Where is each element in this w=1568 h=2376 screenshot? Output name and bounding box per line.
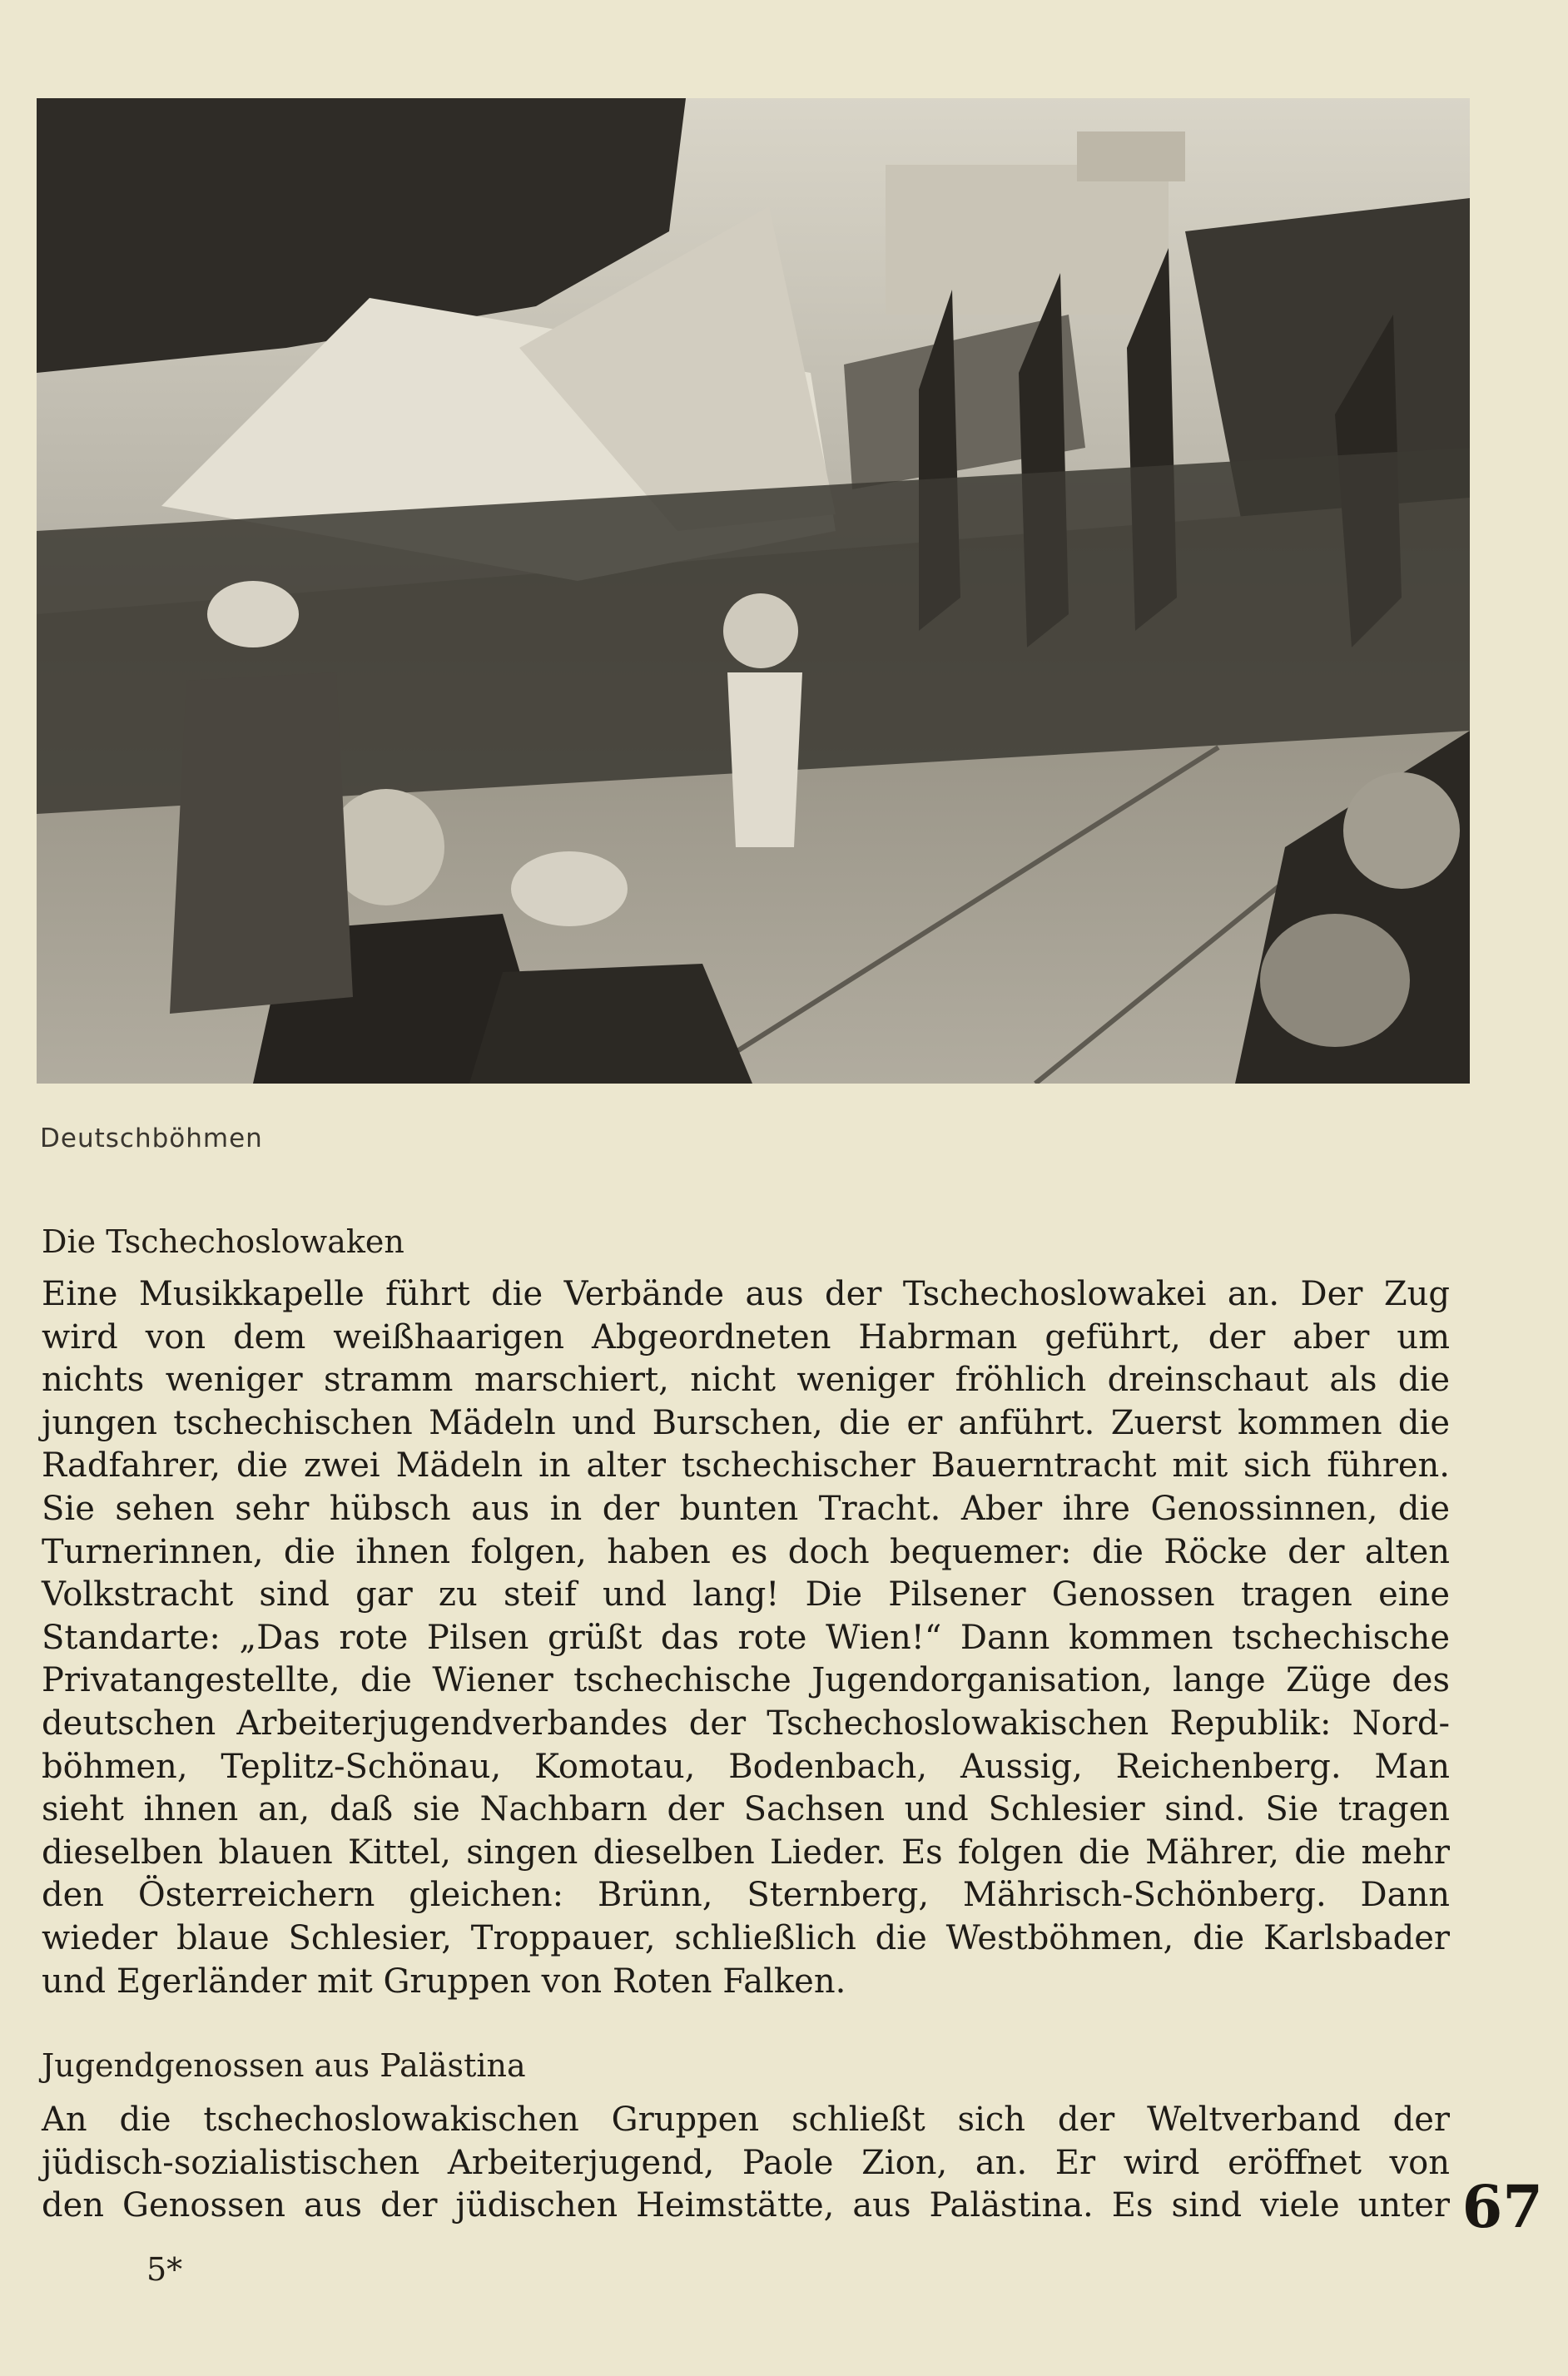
section-heading-tschechoslowaken: Die Tschechoslowaken <box>42 1223 404 1260</box>
parade-photo <box>37 98 1470 1084</box>
text-line: Privatangestellte, die Wiener tschechische Jugendorganisation, lange Züge des <box>42 1661 1450 1700</box>
text-line: den Österreichern gleichen: Brünn, Sternberg, Mährisch-Schönberg. Dann <box>42 1876 1450 1915</box>
text-line: sieht ihnen an, daß sie Nachbarn der Sachsen und Schlesier sind. Sie tragen <box>42 1790 1450 1829</box>
text-line: Sie sehen sehr hübsch aus in der bunten Tracht. Aber ihre Genossinnen, die <box>42 1489 1450 1528</box>
text-line: deutschen Arbeiterjugendverbandes der Tschechoslowakischen Republik: Nord- <box>42 1704 1450 1743</box>
text-line: nichts weniger stramm marschiert, nicht weniger fröhlich dreinschaut als die <box>42 1361 1450 1400</box>
page-number: 67 <box>1461 2172 1543 2241</box>
text-line: dieselben blauen Kittel, singen dieselben Lieder. Es folgen die Mährer, die mehr <box>42 1833 1450 1872</box>
text-line: wird von dem weißhaarigen Abgeordneten Habrman geführt, der aber um <box>42 1317 1450 1357</box>
text-line: wieder blaue Schlesier, Troppauer, schließlich die Westböhmen, die Karlsbader <box>42 1918 1450 1957</box>
paragraph-tschechoslowaken <box>42 1273 1450 2003</box>
text-line: Turnerinnen, die ihnen folgen, haben es doch bequemer: die Röcke der alten <box>42 1532 1450 1571</box>
text-line: jüdisch-sozialistischen Arbeiterjugend, Paole Zion, an. Er wird eröffnet von <box>42 2143 1450 2182</box>
text-line: Radfahrer, die zwei Mädeln in alter tschechischer Bauerntracht mit sich führen. <box>42 1446 1450 1486</box>
paragraph-palaestina <box>42 2099 1450 2228</box>
text-line: Volkstracht sind gar zu steif und lang! Die Pilsener Genossen tragen eine <box>42 1575 1450 1615</box>
text-line: An die tschechoslowakischen Gruppen schließt sich der Weltverband der <box>42 2101 1450 2139</box>
parade-photo-icon <box>37 98 1470 1084</box>
text-line: jungen tschechischen Mädeln und Burschen, die er anführt. Zuerst kommen die <box>42 1403 1450 1442</box>
text-line: den Genossen aus der jüdischen Heimstätte, aus Palästina. Es sind viele unter <box>42 2186 1450 2225</box>
text-line: Eine Musikkapelle führt die Verbände aus der Tschechoslowakei an. Der Zug <box>42 1275 1450 1313</box>
text-line: und Egerländer mit Gruppen von Roten Falken. <box>42 1962 846 2001</box>
photo-caption: Deutschböhmen <box>40 1124 263 1153</box>
text-line: Standarte: „Das rote Pilsen grüßt das rote Wien!“ Dann kommen tschechische <box>42 1618 1450 1657</box>
section-heading-palaestina: Jugendgenossen aus Palästina <box>42 2047 526 2084</box>
signature-mark: 5* <box>146 2251 183 2288</box>
text-line: böhmen, Teplitz-Schönau, Komotau, Bodenbach, Aussig, Reichenberg. Man <box>42 1747 1450 1786</box>
